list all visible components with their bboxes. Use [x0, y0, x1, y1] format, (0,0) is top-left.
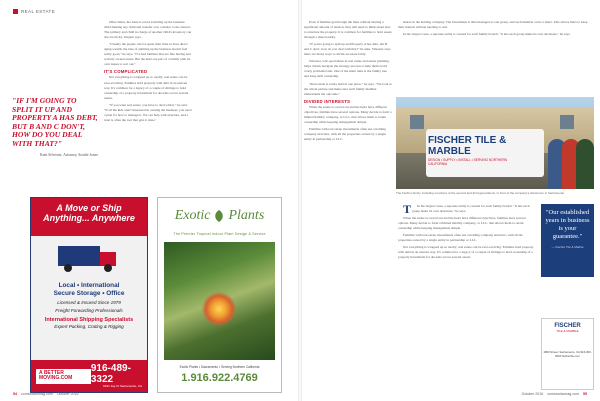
- article-column-3: [304, 20, 392, 392]
- ad-phone[interactable]: 1.916.922.4769: [181, 372, 258, 384]
- ad-address: 6041 Jay Ct Sacramento, CA: [103, 384, 142, 389]
- article-column-5: [398, 204, 536, 392]
- flower-image: [202, 292, 236, 326]
- footer-issue: October 2016: [521, 392, 544, 396]
- page-number: 54: [13, 392, 17, 396]
- ad-header: [31, 198, 147, 236]
- window: [560, 115, 574, 129]
- paragraph: Not everything is wrapped up so neatly; real estate can be ever-evolving. Families hold property with debt in an uneven way. It's common for a legacy of a couple of siblings to hold ownership of a property investment for decades across several assets.: [398, 245, 534, 260]
- ad-headline: A Move or Ship: [56, 203, 122, 213]
- truck-sign-title: FISCHER TILE & MARBLE: [428, 135, 507, 157]
- fischer-ad-sub: TILE & MARBLE: [556, 329, 579, 333]
- section-tag: [13, 9, 55, 14]
- section-square-icon: [13, 9, 18, 14]
- quote-box-text: "Our established years in business is your guarantee.": [545, 209, 590, 240]
- article-column-1: [104, 20, 192, 192]
- subhead: IT'S COMPLICATED: [104, 69, 148, 75]
- ad-subheadline: Anything... Anywhere: [43, 213, 135, 223]
- fischer-ad[interactable]: [541, 318, 594, 390]
- section-label: REAL ESTATE: [21, 9, 56, 14]
- ad-line: International Shipping Specialists: [44, 317, 134, 323]
- ad-line: Freight Forwarding Professionals: [55, 308, 123, 313]
- paragraph-text: In the largest cases, a separate entity is created for each family branch. "It lets each group make its own decisions," he says.: [412, 204, 530, 214]
- ad-line: Licensed & Insured Since 1979: [57, 300, 121, 305]
- pull-quote-attribution: Kent Silvester, Attorney, Seattle Jones: [39, 153, 98, 157]
- paragraph: When the estate is carved out and the heirs have different objectives, families have several options. Many decide to form a limited liability company, or LLC, that allows them to retain ownership while keeping management simple.: [398, 216, 526, 231]
- paragraph: Not everything is wrapped up so neatly; real estate can be ever-evolving. Families hold property with debt in an uneven way. It's common for a legacy of a couple of siblings to hold ownership of a property investment for decades across several assets.: [104, 75, 189, 100]
- paragraph: Families with real estate investments often use a holding company structure, with all the properties owned by a single entity in partnership or LLC.: [304, 126, 386, 141]
- paragraph: "If you're going to split up and Property A has debt, but B and C don't, how do you deal with that?" he asks. Silvester says there are many ways to divide an estate fairly.: [304, 42, 391, 57]
- logo-word-left: Exotic: [174, 208, 211, 223]
- exotic-plants-ad[interactable]: [157, 197, 282, 393]
- ad-address: Exotic Plants • Sacramento • Serving Northern California: [179, 365, 260, 369]
- page-gutter: [298, 0, 302, 401]
- ad-body: [31, 236, 147, 360]
- paragraph: In the largest cases, a separate entity is created for each family branch. "It lets each group make its own decisions," he says.: [403, 32, 571, 37]
- paragraph: shares in the holding company. The investment is then managed as one group, and each member owns a share. This allows heirs to keep their interest without needing to sell.: [398, 20, 588, 30]
- truck-sign-subtitle: DESIGN • SUPPLY • INSTALL • SERVING NORTHERN CALIFORNIA: [428, 158, 507, 166]
- ad-brand-logo: A BETTER MOVING.COM: [36, 369, 91, 384]
- footer-left: [13, 392, 79, 396]
- article-column-2: [197, 20, 286, 192]
- logo-word-right: Plants: [228, 208, 265, 223]
- leaf-icon: [213, 209, 225, 223]
- paragraph: Silvester, who specializes in real estate and estate planning, helps clients navigate the strategy process to help them avoid costly problems later. One of the main risks is the family tree and long-term ownership.: [304, 59, 390, 79]
- fischer-ad-logo: FISCHER: [554, 323, 581, 329]
- footer-right: [521, 392, 587, 396]
- plant-photo: [164, 242, 275, 360]
- footer-issue: October 2016: [56, 392, 79, 396]
- paragraph: Even if families get through the lines without sharing a significant amount of tension, they still need to think about how to structure the property. It is common for families to hold assets through a shared entity.: [304, 20, 392, 40]
- paragraph: [398, 204, 536, 214]
- truck-sign: [428, 135, 518, 166]
- page-number: 55: [583, 392, 587, 396]
- photo-caption: The Fischer family, including members of the second and third generations, in front of the company's showroom in Sacramento.: [396, 191, 565, 195]
- ad-line: Secure Storage • Office: [53, 290, 125, 297]
- paragraph: "If you want real estate, you have to deal with it," he said. "If all the kids aren't interested in owning the business, you need a plan for how to manage it. We can help with structure, and a trust is often the tool that gets it done.": [104, 102, 192, 122]
- ad-phone[interactable]: 916-489-3322: [90, 363, 131, 386]
- paragraph: When the estate is carved out and the heirs have different objectives, families have several options. Many decide to form a limited liability company, or LLC, that allows them to retain ownership while keeping management simple.: [304, 104, 392, 124]
- paragraph: Other times, the issue is avoid troubling up the business child-making any child and transfer over a matter to the answer. The primary and child in charge of another child's inventory can also be tricky, Wagner says.: [104, 20, 192, 40]
- pull-quote: [12, 97, 98, 157]
- pull-quote-text: "IF I'M GOING TO SPLIT IT UP AND PROPERTY A HAS DEBT, BUT B AND C DON'T, HOW DO YOU DEAL WITH THAT?": [12, 96, 98, 148]
- ad-line: Local • International: [58, 282, 120, 289]
- subhead: DIVIDED INTERESTS: [304, 98, 351, 104]
- window: [410, 115, 424, 129]
- ad-line: Expert Packing, Crating & Rigging: [54, 323, 124, 329]
- paragraph: "Usually the people who've spent their time in lives direct aging wealth, the idea of splitting up the business doesn't feel really good," he says. "I've had families that are fine having and actively owned assets. But the heirs are part of a family with its own issues to sort out.": [104, 42, 191, 67]
- quote-box-attribution: — Fischer Tile & Marble: [551, 245, 584, 249]
- footer-site: comstocksmag.com: [547, 392, 579, 396]
- article-column-4: [398, 20, 594, 94]
- fischer-ad-address: 1800 Street, Sacramento, CA 916-000-0000 fischertile.com: [543, 350, 592, 358]
- ad-tagline: The Premier Tropical Indoor Plant Design & Service: [173, 232, 266, 236]
- footer-site: comstocksmag.com: [21, 392, 53, 396]
- truck-icon: [54, 240, 124, 274]
- quote-box: [541, 204, 594, 277]
- paragraph: "Real estate is rarely held in one place," he says. "We look at the whole picture and make sure each family member understands the outcome.": [304, 81, 392, 96]
- paragraph: Families with real estate investments often use a holding company structure, with all the properties owned by a single entity in partnership or LLC.: [398, 233, 523, 243]
- person: [576, 139, 594, 189]
- moving-company-ad[interactable]: [30, 197, 148, 393]
- ad-footer: [31, 360, 147, 392]
- fischer-photo: [396, 97, 594, 189]
- drop-cap: T: [403, 204, 412, 216]
- ad-logo: [158, 198, 281, 234]
